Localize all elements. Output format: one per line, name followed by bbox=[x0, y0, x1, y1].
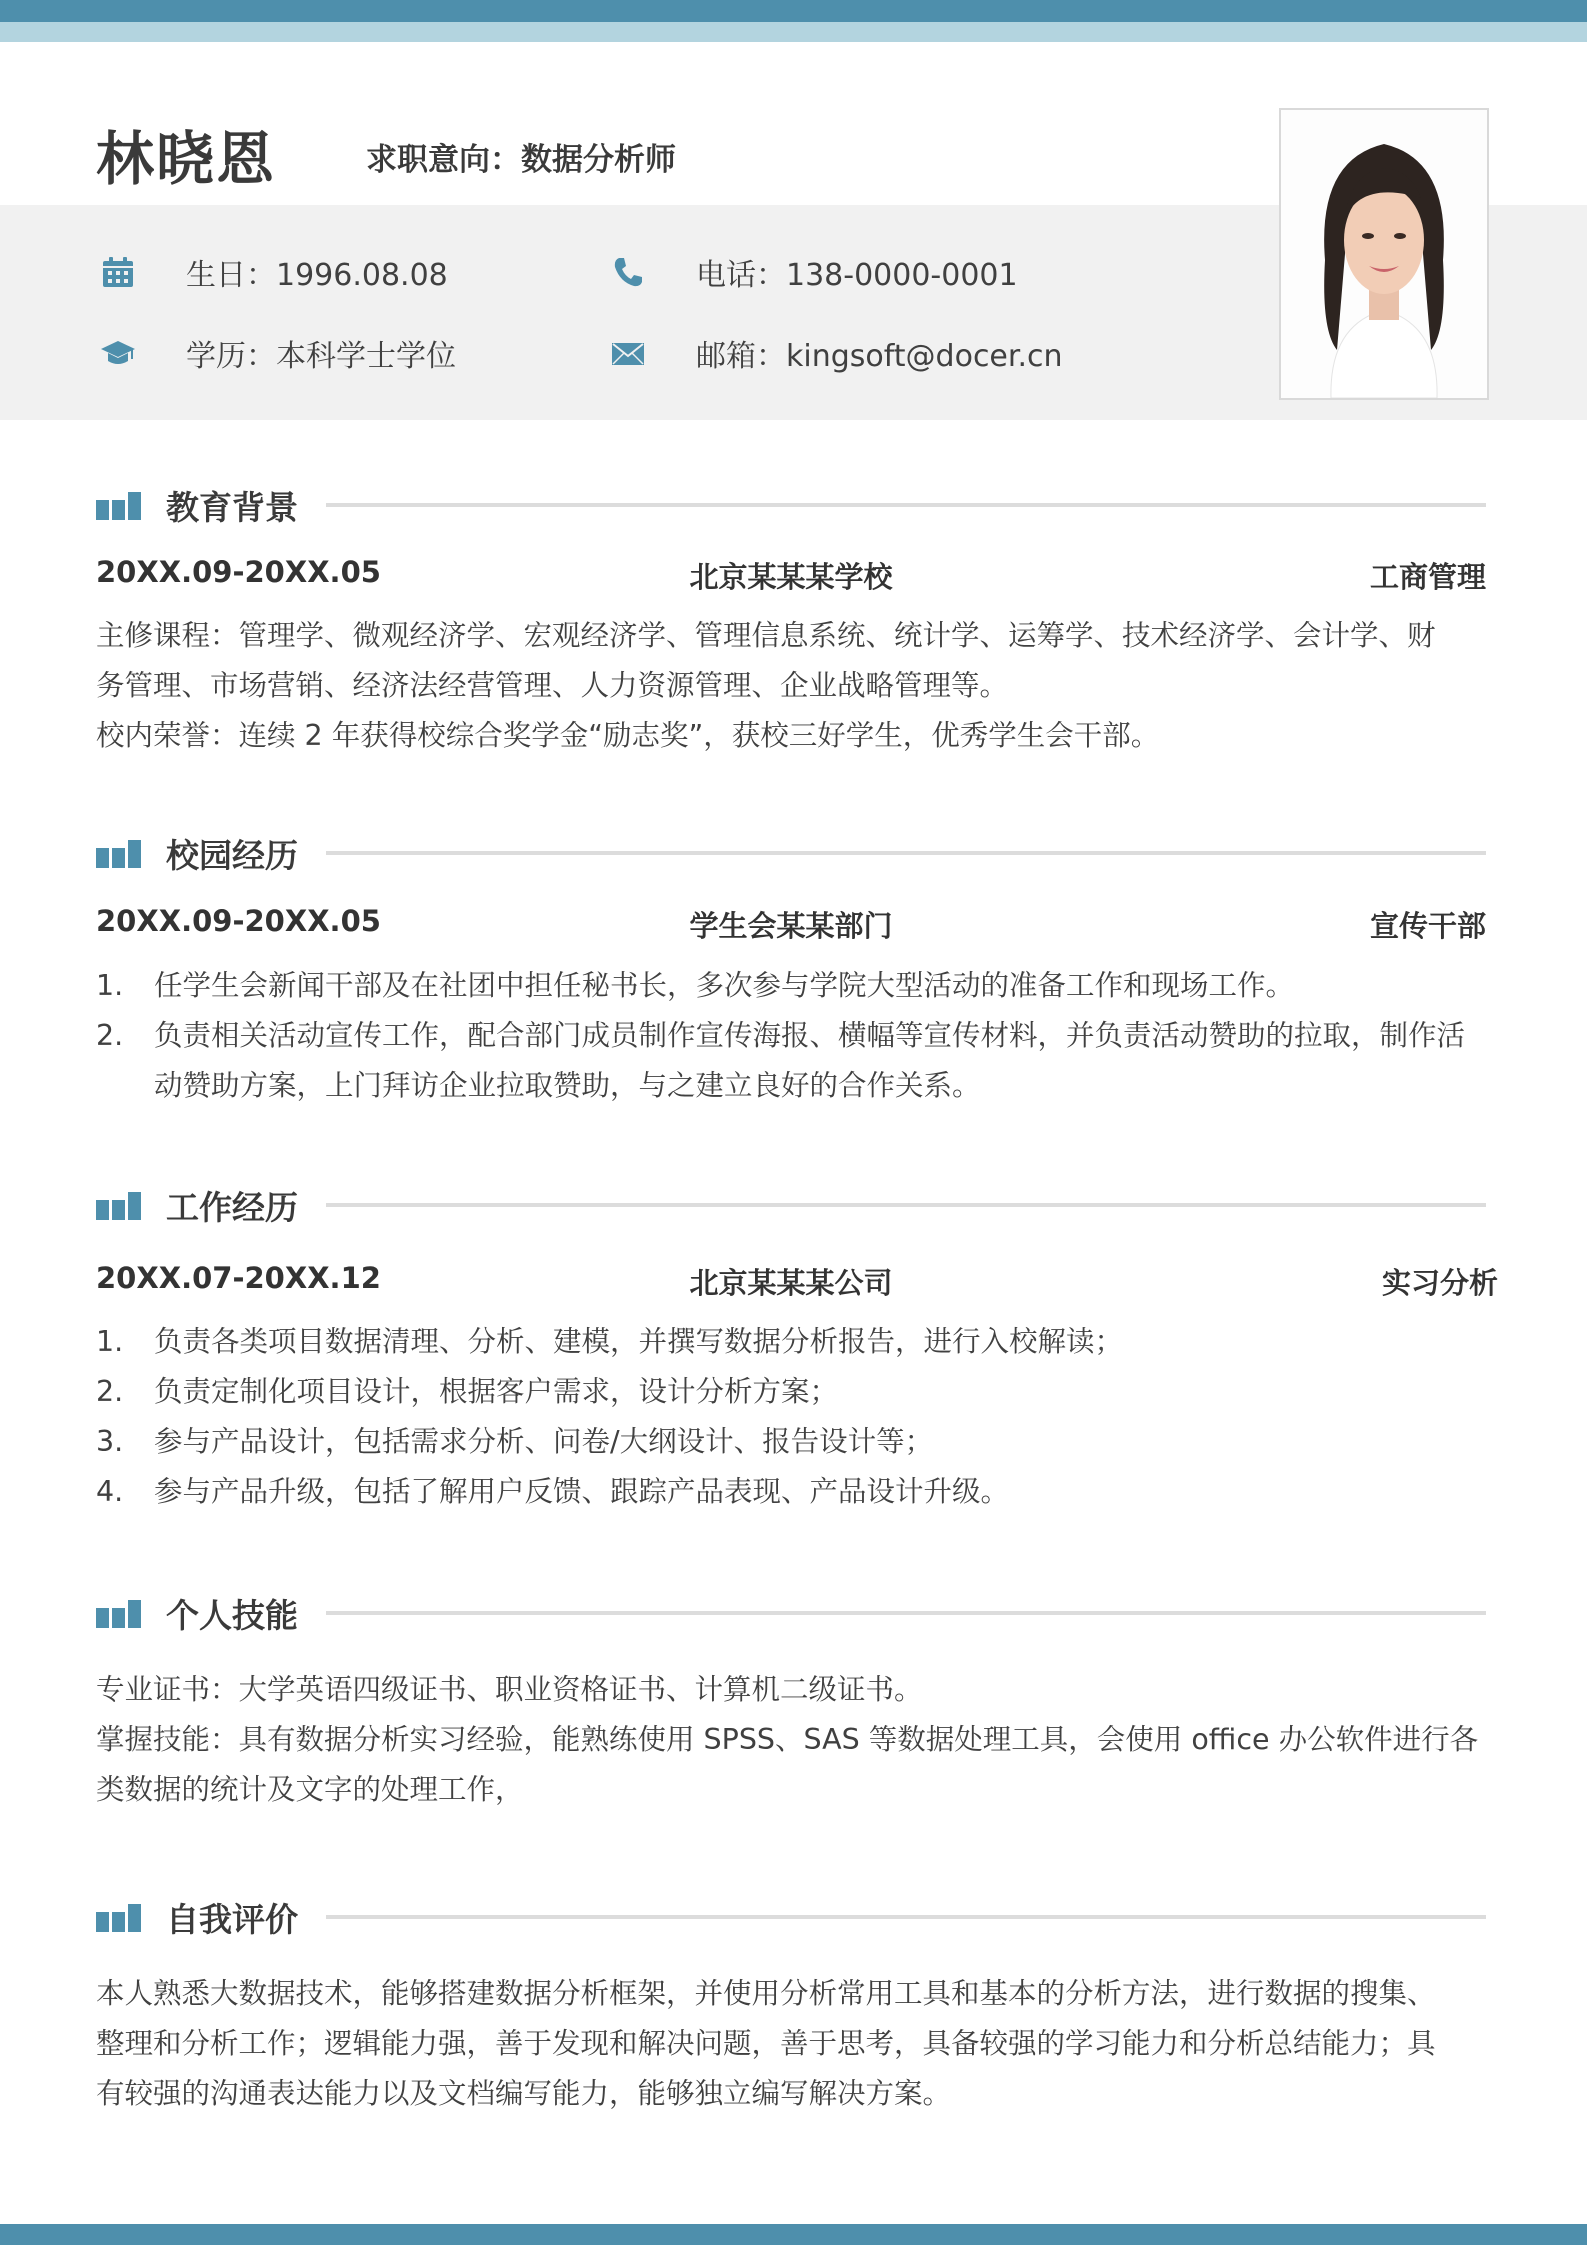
email-text: 邮箱：kingsoft@docer.cn bbox=[696, 339, 1063, 374]
section-title: 个人技能 bbox=[166, 1595, 298, 1635]
calendar-icon bbox=[98, 252, 138, 292]
list-item: 2. 负责定制化项目设计，根据客户需求，设计分析方案； bbox=[96, 1375, 839, 1408]
education-period: 20XX.09-20XX.05 bbox=[96, 555, 381, 589]
phone-text: 电话：138-0000-0001 bbox=[696, 258, 1018, 293]
work-role: 实习分析 bbox=[1381, 1266, 1498, 1300]
bottom-color-bar bbox=[0, 2224, 1587, 2245]
list-item: 4. 参与产品升级，包括了解用户反馈、跟踪产品表现、产品设计升级。 bbox=[96, 1475, 1010, 1508]
campus-role: 宣传干部 bbox=[1369, 909, 1486, 943]
campus-period: 20XX.09-20XX.05 bbox=[96, 904, 381, 938]
work-list bbox=[96, 1317, 1496, 1517]
section-header-skills bbox=[96, 1588, 1486, 1638]
list-item: 2. 负责相关活动宣传工作，配合部门成员制作宣传海报、横幅等宣传材料，并负责活动赞助的拉取，制作活 动赞助方案，上门拜访企业拉取赞助，与之建立良好的合作关系。 bbox=[96, 1019, 1466, 1102]
education-text: 学历：本科学士学位 bbox=[186, 339, 456, 374]
campus-list bbox=[96, 961, 1496, 1111]
candidate-name: 林晓恩 bbox=[96, 125, 277, 193]
bar-chart-icon bbox=[96, 1598, 144, 1628]
education-item bbox=[98, 331, 456, 375]
phone-item bbox=[608, 250, 1018, 294]
phone-icon bbox=[608, 252, 648, 292]
job-intent: 求职意向：数据分析师 bbox=[366, 142, 676, 178]
birthday-text: 生日：1996.08.08 bbox=[186, 258, 448, 293]
work-period: 20XX.07-20XX.12 bbox=[96, 1261, 381, 1295]
campus-org: 学生会某某部门 bbox=[689, 909, 893, 943]
education-row bbox=[96, 555, 1486, 595]
self-line: 本人熟悉大数据技术，能够搭建数据分析框架，并使用分析常用工具和基本的分析方法，进行数据的搜集、 bbox=[96, 1977, 1436, 2010]
profile-photo bbox=[1279, 108, 1489, 400]
certificates-line: 专业证书：大学英语四级证书、职业资格证书、计算机二级证书。 bbox=[96, 1673, 923, 1706]
honors-line: 校内荣誉：连续 2 年获得校综合奖学金“励志奖”，获校三好学生，优秀学生会干部。 bbox=[96, 719, 1160, 752]
education-major: 工商管理 bbox=[1369, 560, 1486, 594]
campus-row bbox=[96, 904, 1486, 944]
list-item: 1. 任学生会新闻干部及在社团中担任秘书长，多次参与学院大型活动的准备工作和现场工作。 bbox=[96, 969, 1295, 1002]
section-divider bbox=[326, 1203, 1486, 1207]
section-header-campus bbox=[96, 828, 1486, 878]
section-title: 工作经历 bbox=[166, 1187, 298, 1227]
graduation-cap-icon bbox=[98, 333, 138, 373]
self-line: 整理和分析工作；逻辑能力强，善于发现和解决问题，善于思考，具备较强的学习能力和分析总结能力；具 bbox=[96, 2027, 1436, 2060]
self-evaluation bbox=[96, 1969, 1492, 2119]
courses-line: 务管理、市场营销、经济法经营管理、人力资源管理、企业战略管理等。 bbox=[96, 669, 1009, 702]
section-title: 自我评价 bbox=[166, 1899, 298, 1939]
top-color-bar bbox=[0, 0, 1587, 42]
section-divider bbox=[326, 1611, 1486, 1615]
bar-chart-icon bbox=[96, 490, 144, 520]
mail-icon bbox=[608, 333, 648, 373]
self-line: 有较强的沟通表达能力以及文档编写能力，能够独立编写解决方案。 bbox=[96, 2077, 952, 2110]
education-school: 北京某某某学校 bbox=[689, 560, 893, 594]
section-title: 教育背景 bbox=[166, 487, 298, 527]
section-header-education bbox=[96, 480, 1486, 530]
bar-chart-icon bbox=[96, 838, 144, 868]
email-item bbox=[608, 331, 1063, 375]
courses-line: 主修课程：管理学、微观经济学、宏观经济学、管理信息系统、统计学、运筹学、技术经济学、会计学、财 bbox=[96, 619, 1436, 652]
bar-chart-icon bbox=[96, 1902, 144, 1932]
skills-line: 掌握技能：具有数据分析实习经验，能熟练使用 SPSS、SAS 等数据处理工具，会使用 office 办公软件进行各 bbox=[96, 1723, 1479, 1756]
section-divider bbox=[326, 503, 1486, 507]
skills-line: 类数据的统计及文字的处理工作， bbox=[96, 1773, 524, 1806]
bar-chart-icon bbox=[96, 1190, 144, 1220]
section-divider bbox=[326, 1915, 1486, 1919]
list-item: 1. 负责各类项目数据清理、分析、建模，并撰写数据分析报告，进行入校解读； bbox=[96, 1325, 1124, 1358]
section-header-work bbox=[96, 1180, 1486, 1230]
section-title: 校园经历 bbox=[166, 835, 298, 875]
work-row bbox=[96, 1261, 1498, 1301]
work-company: 北京某某某公司 bbox=[689, 1266, 893, 1300]
skills-details bbox=[96, 1665, 1492, 1815]
list-item: 3. 参与产品设计，包括需求分析、问卷/大纲设计、报告设计等； bbox=[96, 1425, 934, 1458]
education-details bbox=[96, 611, 1492, 761]
section-divider bbox=[326, 851, 1486, 855]
birthday-item bbox=[98, 250, 448, 294]
section-header-self bbox=[96, 1892, 1486, 1942]
